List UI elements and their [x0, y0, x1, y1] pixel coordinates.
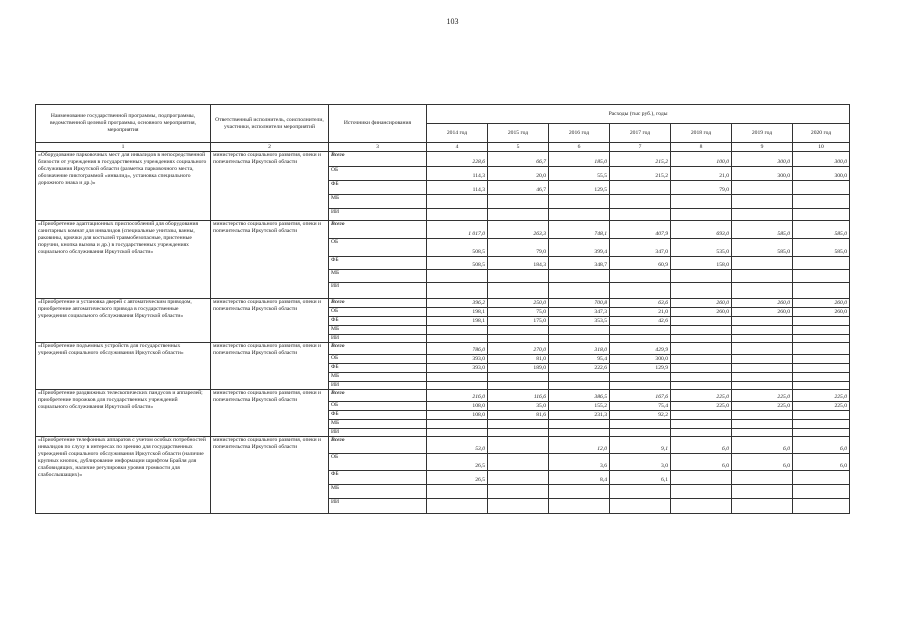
- program-name-cell: «Приобретение телефонных аппаратов с учетом особых потребностей инвалидов по слуху в интересах по зрению для государственных учреждений социального обслуживания Иркутской области (наличие крупных кнопок, дублирование информации шрифтом Брайля для слабовидящих, наличие регулировки уровня громкости для слабослышащих)»: [36, 437, 211, 514]
- amount-cell: [732, 195, 793, 209]
- amount-cell: 225,0: [732, 402, 793, 411]
- amount-cell: 748,1: [549, 221, 610, 239]
- funding-source-cell: ИИ: [329, 335, 427, 343]
- amount-cell: 535,0: [671, 239, 732, 257]
- amount-cell: [732, 411, 793, 420]
- amount-cell: [549, 429, 610, 437]
- amount-cell: [671, 364, 732, 373]
- amount-cell: 429,9: [610, 343, 671, 355]
- executor-cell: министерство социального развития, опеки и попечительства Иркутской области: [211, 221, 329, 299]
- executor-cell: министерство социального развития, опеки и попечительства Иркутской области: [211, 390, 329, 437]
- column-number: 5: [488, 143, 549, 152]
- amount-cell: [549, 335, 610, 343]
- amount-cell: 21,0: [610, 308, 671, 317]
- amount-cell: 6,0: [671, 454, 732, 471]
- funding-source-cell: ФБ: [329, 181, 427, 195]
- amount-cell: 396,2: [427, 299, 488, 308]
- funding-source-cell: ФБ: [329, 411, 427, 420]
- amount-cell: 260,0: [793, 299, 850, 308]
- amount-cell: 198,1: [427, 308, 488, 317]
- header-year: 2019 год: [732, 124, 793, 143]
- amount-cell: 75,0: [488, 308, 549, 317]
- amount-cell: 108,0: [427, 411, 488, 420]
- amount-cell: 585,0: [793, 221, 850, 239]
- amount-cell: [427, 382, 488, 390]
- amount-cell: [793, 195, 850, 209]
- funding-source-cell: ИИ: [329, 209, 427, 221]
- amount-cell: [488, 420, 549, 429]
- program-name-cell: «Приобретение раздвижных телескопических пандусов и аппарелей; приобретение порожков для государственных учреждений социального обслуживания Иркутской области»: [36, 390, 211, 437]
- amount-cell: [732, 355, 793, 364]
- amount-cell: 35,0: [488, 402, 549, 411]
- amount-cell: [732, 420, 793, 429]
- amount-cell: [549, 373, 610, 382]
- amount-cell: 260,0: [793, 308, 850, 317]
- amount-cell: 81,0: [488, 355, 549, 364]
- amount-cell: [549, 283, 610, 299]
- funding-source-cell: Всего: [329, 343, 427, 355]
- amount-cell: [488, 326, 549, 335]
- amount-cell: [488, 270, 549, 283]
- amount-cell: 95,4: [549, 355, 610, 364]
- amount-cell: [488, 437, 549, 454]
- amount-cell: 407,9: [610, 221, 671, 239]
- amount-cell: 79,0: [671, 181, 732, 195]
- amount-cell: [671, 195, 732, 209]
- executor-cell: министерство социального развития, опеки и попечительства Иркутской области: [211, 343, 329, 390]
- table-row: [36, 343, 850, 355]
- amount-cell: [671, 411, 732, 420]
- amount-cell: [793, 326, 850, 335]
- table-row: [36, 221, 850, 239]
- header-year: 2020 год: [793, 124, 850, 143]
- amount-cell: [610, 420, 671, 429]
- amount-cell: [671, 326, 732, 335]
- amount-cell: [793, 499, 850, 514]
- amount-cell: [610, 270, 671, 283]
- amount-cell: 53,0: [427, 437, 488, 454]
- amount-cell: [549, 420, 610, 429]
- amount-cell: 348,7: [549, 257, 610, 270]
- amount-cell: [732, 317, 793, 326]
- executor-cell: министерство социального развития, опеки и попечительства Иркутской области: [211, 437, 329, 514]
- amount-cell: 20,0: [488, 167, 549, 181]
- amount-cell: 399,4: [549, 239, 610, 257]
- funding-source-cell: МБ: [329, 326, 427, 335]
- amount-cell: 198,1: [427, 317, 488, 326]
- funding-source-cell: ИИ: [329, 499, 427, 514]
- amount-cell: 585,0: [732, 221, 793, 239]
- funding-source-cell: Всего: [329, 390, 427, 402]
- column-number-row: [36, 143, 850, 152]
- amount-cell: 393,0: [427, 364, 488, 373]
- page-number: 103: [446, 17, 459, 26]
- amount-cell: 700,8: [549, 299, 610, 308]
- program-name-cell: «Оборудование парковочных мест для инвалидов в непосредственной близости от учреждения в государственных учреждениях социального обслуживания Иркутской области (разметка парковочного места, обозначение пиктограммой «инвалид», установка специального дорожного знака и др.)»: [36, 152, 211, 221]
- column-number: 6: [549, 143, 610, 152]
- amount-cell: [610, 382, 671, 390]
- amount-cell: [671, 270, 732, 283]
- table-row: [36, 299, 850, 308]
- executor-cell: министерство социального развития, опеки и попечительства Иркутской области: [211, 152, 329, 221]
- column-number: 7: [610, 143, 671, 152]
- header-year: 2018 год: [671, 124, 732, 143]
- amount-cell: [488, 209, 549, 221]
- amount-cell: 215,2: [610, 167, 671, 181]
- amount-cell: [549, 382, 610, 390]
- amount-cell: 9,1: [610, 437, 671, 454]
- amount-cell: 270,0: [488, 343, 549, 355]
- amount-cell: [610, 429, 671, 437]
- column-number: 2: [211, 143, 329, 152]
- amount-cell: [793, 373, 850, 382]
- funding-source-cell: ФБ: [329, 257, 427, 270]
- amount-cell: 6,0: [732, 437, 793, 454]
- amount-cell: [549, 195, 610, 209]
- amount-cell: [549, 499, 610, 514]
- funding-source-cell: МБ: [329, 420, 427, 429]
- column-number: 9: [732, 143, 793, 152]
- amount-cell: [488, 335, 549, 343]
- table-row: [36, 390, 850, 402]
- amount-cell: 167,6: [610, 390, 671, 402]
- amount-cell: [427, 335, 488, 343]
- table-body: [36, 152, 850, 514]
- header-year: 2015 год: [488, 124, 549, 143]
- amount-cell: 318,0: [549, 343, 610, 355]
- amount-cell: [427, 429, 488, 437]
- amount-cell: 21,0: [671, 167, 732, 181]
- amount-cell: 63,6: [610, 299, 671, 308]
- amount-cell: [488, 373, 549, 382]
- amount-cell: [732, 283, 793, 299]
- amount-cell: [732, 257, 793, 270]
- amount-cell: [793, 355, 850, 364]
- amount-cell: 92,2: [610, 411, 671, 420]
- amount-cell: 693,0: [671, 221, 732, 239]
- column-number: 1: [36, 143, 211, 152]
- amount-cell: 3,6: [549, 454, 610, 471]
- column-number: 4: [427, 143, 488, 152]
- amount-cell: [793, 429, 850, 437]
- amount-cell: [732, 499, 793, 514]
- amount-cell: 12,0: [549, 437, 610, 454]
- amount-cell: [793, 335, 850, 343]
- amount-cell: [671, 382, 732, 390]
- amount-cell: 786,0: [427, 343, 488, 355]
- amount-cell: [427, 270, 488, 283]
- amount-cell: 108,0: [427, 402, 488, 411]
- table-row: [36, 152, 850, 167]
- amount-cell: [732, 209, 793, 221]
- amount-cell: [549, 326, 610, 335]
- amount-cell: 231,3: [549, 411, 610, 420]
- amount-cell: [610, 485, 671, 499]
- column-number: 8: [671, 143, 732, 152]
- column-number: 3: [329, 143, 427, 152]
- amount-cell: [610, 373, 671, 382]
- header-year: 2017 год: [610, 124, 671, 143]
- amount-cell: [671, 335, 732, 343]
- amount-cell: 3,0: [610, 454, 671, 471]
- amount-cell: [732, 326, 793, 335]
- funding-source-cell: ОБ: [329, 167, 427, 181]
- amount-cell: 184,3: [488, 257, 549, 270]
- amount-cell: [732, 181, 793, 195]
- amount-cell: 225,0: [732, 390, 793, 402]
- amount-cell: 60,9: [610, 257, 671, 270]
- amount-cell: [732, 270, 793, 283]
- amount-cell: [549, 485, 610, 499]
- amount-cell: [793, 283, 850, 299]
- amount-cell: 260,0: [732, 299, 793, 308]
- amount-cell: [488, 499, 549, 514]
- column-number: 10: [793, 143, 850, 152]
- amount-cell: 6,0: [793, 437, 850, 454]
- amount-cell: 300,0: [732, 167, 793, 181]
- amount-cell: 585,0: [732, 239, 793, 257]
- amount-cell: 79,0: [488, 239, 549, 257]
- amount-cell: 260,0: [671, 299, 732, 308]
- header-sources: Источники финансирования: [329, 105, 427, 143]
- amount-cell: [671, 283, 732, 299]
- amount-cell: [488, 283, 549, 299]
- budget-table: [35, 104, 850, 514]
- amount-cell: 225,0: [793, 402, 850, 411]
- amount-cell: [427, 420, 488, 429]
- amount-cell: [610, 209, 671, 221]
- funding-source-cell: Всего: [329, 437, 427, 454]
- amount-cell: 260,0: [671, 308, 732, 317]
- amount-cell: [732, 364, 793, 373]
- amount-cell: 300,0: [610, 355, 671, 364]
- funding-source-cell: ОБ: [329, 308, 427, 317]
- amount-cell: 8,4: [549, 471, 610, 485]
- amount-cell: [427, 195, 488, 209]
- amount-cell: [732, 471, 793, 485]
- amount-cell: [793, 364, 850, 373]
- amount-cell: 81,6: [488, 411, 549, 420]
- funding-source-cell: Всего: [329, 299, 427, 308]
- amount-cell: [732, 343, 793, 355]
- amount-cell: 158,0: [671, 257, 732, 270]
- funding-source-cell: ФБ: [329, 471, 427, 485]
- amount-cell: 6,0: [671, 437, 732, 454]
- amount-cell: [671, 343, 732, 355]
- amount-cell: [793, 343, 850, 355]
- header-year: 2016 год: [549, 124, 610, 143]
- funding-source-cell: МБ: [329, 485, 427, 499]
- amount-cell: 75,4: [610, 402, 671, 411]
- funding-source-cell: МБ: [329, 195, 427, 209]
- amount-cell: 1 017,0: [427, 221, 488, 239]
- amount-cell: [793, 471, 850, 485]
- amount-cell: [671, 373, 732, 382]
- amount-cell: 393,0: [427, 355, 488, 364]
- amount-cell: 129,9: [610, 364, 671, 373]
- funding-source-cell: ОБ: [329, 239, 427, 257]
- amount-cell: [610, 499, 671, 514]
- amount-cell: 508,5: [427, 239, 488, 257]
- amount-cell: [793, 181, 850, 195]
- amount-cell: [671, 485, 732, 499]
- amount-cell: 300,0: [732, 152, 793, 167]
- amount-cell: [671, 471, 732, 485]
- funding-source-cell: ФБ: [329, 364, 427, 373]
- amount-cell: [793, 411, 850, 420]
- amount-cell: 260,0: [732, 308, 793, 317]
- funding-source-cell: ИИ: [329, 382, 427, 390]
- amount-cell: 508,5: [427, 257, 488, 270]
- amount-cell: 353,5: [549, 317, 610, 326]
- amount-cell: [610, 195, 671, 209]
- amount-cell: 347,0: [610, 239, 671, 257]
- amount-cell: 175,0: [488, 317, 549, 326]
- amount-cell: 215,2: [610, 152, 671, 167]
- amount-cell: [732, 335, 793, 343]
- table-row: [36, 437, 850, 454]
- amount-cell: 6,0: [793, 454, 850, 471]
- amount-cell: [427, 326, 488, 335]
- amount-cell: 42,6: [610, 317, 671, 326]
- amount-cell: 46,7: [488, 181, 549, 195]
- amount-cell: 26,5: [427, 454, 488, 471]
- amount-cell: 6,0: [732, 454, 793, 471]
- executor-cell: министерство социального развития, опеки и попечительства Иркутской области: [211, 299, 329, 343]
- amount-cell: [610, 283, 671, 299]
- amount-cell: 250,0: [488, 299, 549, 308]
- amount-cell: [793, 209, 850, 221]
- amount-cell: [427, 283, 488, 299]
- amount-cell: [488, 195, 549, 209]
- amount-cell: [610, 181, 671, 195]
- amount-cell: [793, 257, 850, 270]
- amount-cell: 114,3: [427, 167, 488, 181]
- amount-cell: [488, 382, 549, 390]
- amount-cell: 225,0: [671, 402, 732, 411]
- amount-cell: [427, 209, 488, 221]
- funding-source-cell: Всего: [329, 221, 427, 239]
- amount-cell: [671, 209, 732, 221]
- amount-cell: [549, 209, 610, 221]
- amount-cell: [793, 270, 850, 283]
- amount-cell: 189,0: [488, 364, 549, 373]
- amount-cell: 225,0: [793, 390, 850, 402]
- funding-source-cell: ИИ: [329, 429, 427, 437]
- amount-cell: 26,5: [427, 471, 488, 485]
- funding-source-cell: МБ: [329, 373, 427, 382]
- amount-cell: 300,0: [793, 152, 850, 167]
- amount-cell: [793, 420, 850, 429]
- amount-cell: [671, 317, 732, 326]
- funding-source-cell: ОБ: [329, 402, 427, 411]
- amount-cell: 222,6: [549, 364, 610, 373]
- amount-cell: 6,1: [610, 471, 671, 485]
- amount-cell: [671, 355, 732, 364]
- amount-cell: [671, 499, 732, 514]
- amount-cell: 100,0: [671, 152, 732, 167]
- amount-cell: 114,3: [427, 181, 488, 195]
- amount-cell: 185,0: [549, 152, 610, 167]
- amount-cell: 116,6: [488, 390, 549, 402]
- amount-cell: [488, 454, 549, 471]
- funding-source-cell: ФБ: [329, 317, 427, 326]
- header-executor: Ответственный исполнитель, соисполнители, участники, исполнители мероприятий: [211, 105, 329, 143]
- program-name-cell: «Приобретение подъемных устройств для государственных учреждений социального обслуживания Иркутской области»: [36, 343, 211, 390]
- amount-cell: [793, 382, 850, 390]
- amount-cell: 228,6: [427, 152, 488, 167]
- amount-cell: 155,2: [549, 402, 610, 411]
- amount-cell: 263,3: [488, 221, 549, 239]
- funding-source-cell: ОБ: [329, 355, 427, 364]
- funding-source-cell: Всего: [329, 152, 427, 167]
- amount-cell: 55,5: [549, 167, 610, 181]
- amount-cell: [671, 420, 732, 429]
- amount-cell: [610, 335, 671, 343]
- amount-cell: [488, 471, 549, 485]
- amount-cell: 66,7: [488, 152, 549, 167]
- amount-cell: [427, 485, 488, 499]
- funding-source-cell: МБ: [329, 270, 427, 283]
- amount-cell: 216,0: [427, 390, 488, 402]
- amount-cell: [488, 485, 549, 499]
- amount-cell: 386,5: [549, 390, 610, 402]
- amount-cell: [793, 317, 850, 326]
- amount-cell: [732, 373, 793, 382]
- amount-cell: [488, 429, 549, 437]
- header-program: Наименование государственной программы, подпрограммы, ведомственной целевой программы, основного мероприятия, мероприятия: [36, 105, 211, 143]
- program-name-cell: «Приобретение адаптационных приспособлений для оборудования санитарных комнат для инвалидов (специальные унитазы, ванны, раковины, крючки для костылей травмобезопасные, пристенные поручни, кнопка вызова и др.) в государственных учреждениях социального обслуживания Иркутской области»: [36, 221, 211, 299]
- amount-cell: [549, 270, 610, 283]
- amount-cell: 300,0: [793, 167, 850, 181]
- amount-cell: [427, 499, 488, 514]
- amount-cell: [732, 485, 793, 499]
- amount-cell: 225,0: [671, 390, 732, 402]
- amount-cell: [732, 429, 793, 437]
- amount-cell: 129,5: [549, 181, 610, 195]
- amount-cell: [427, 373, 488, 382]
- program-name-cell: «Приобретение и установка дверей с автоматическим приводом, приобретение автоматического привода в государственные учреждения социального обслуживания Иркутской области»: [36, 299, 211, 343]
- amount-cell: [610, 326, 671, 335]
- header-year: 2014 год: [427, 124, 488, 143]
- amount-cell: [793, 485, 850, 499]
- amount-cell: 585,0: [793, 239, 850, 257]
- header-expenses: Расходы (тыс руб.), годы: [427, 105, 850, 124]
- amount-cell: [671, 429, 732, 437]
- funding-source-cell: ИИ: [329, 283, 427, 299]
- amount-cell: [732, 382, 793, 390]
- funding-source-cell: ОБ: [329, 454, 427, 471]
- amount-cell: 347,3: [549, 308, 610, 317]
